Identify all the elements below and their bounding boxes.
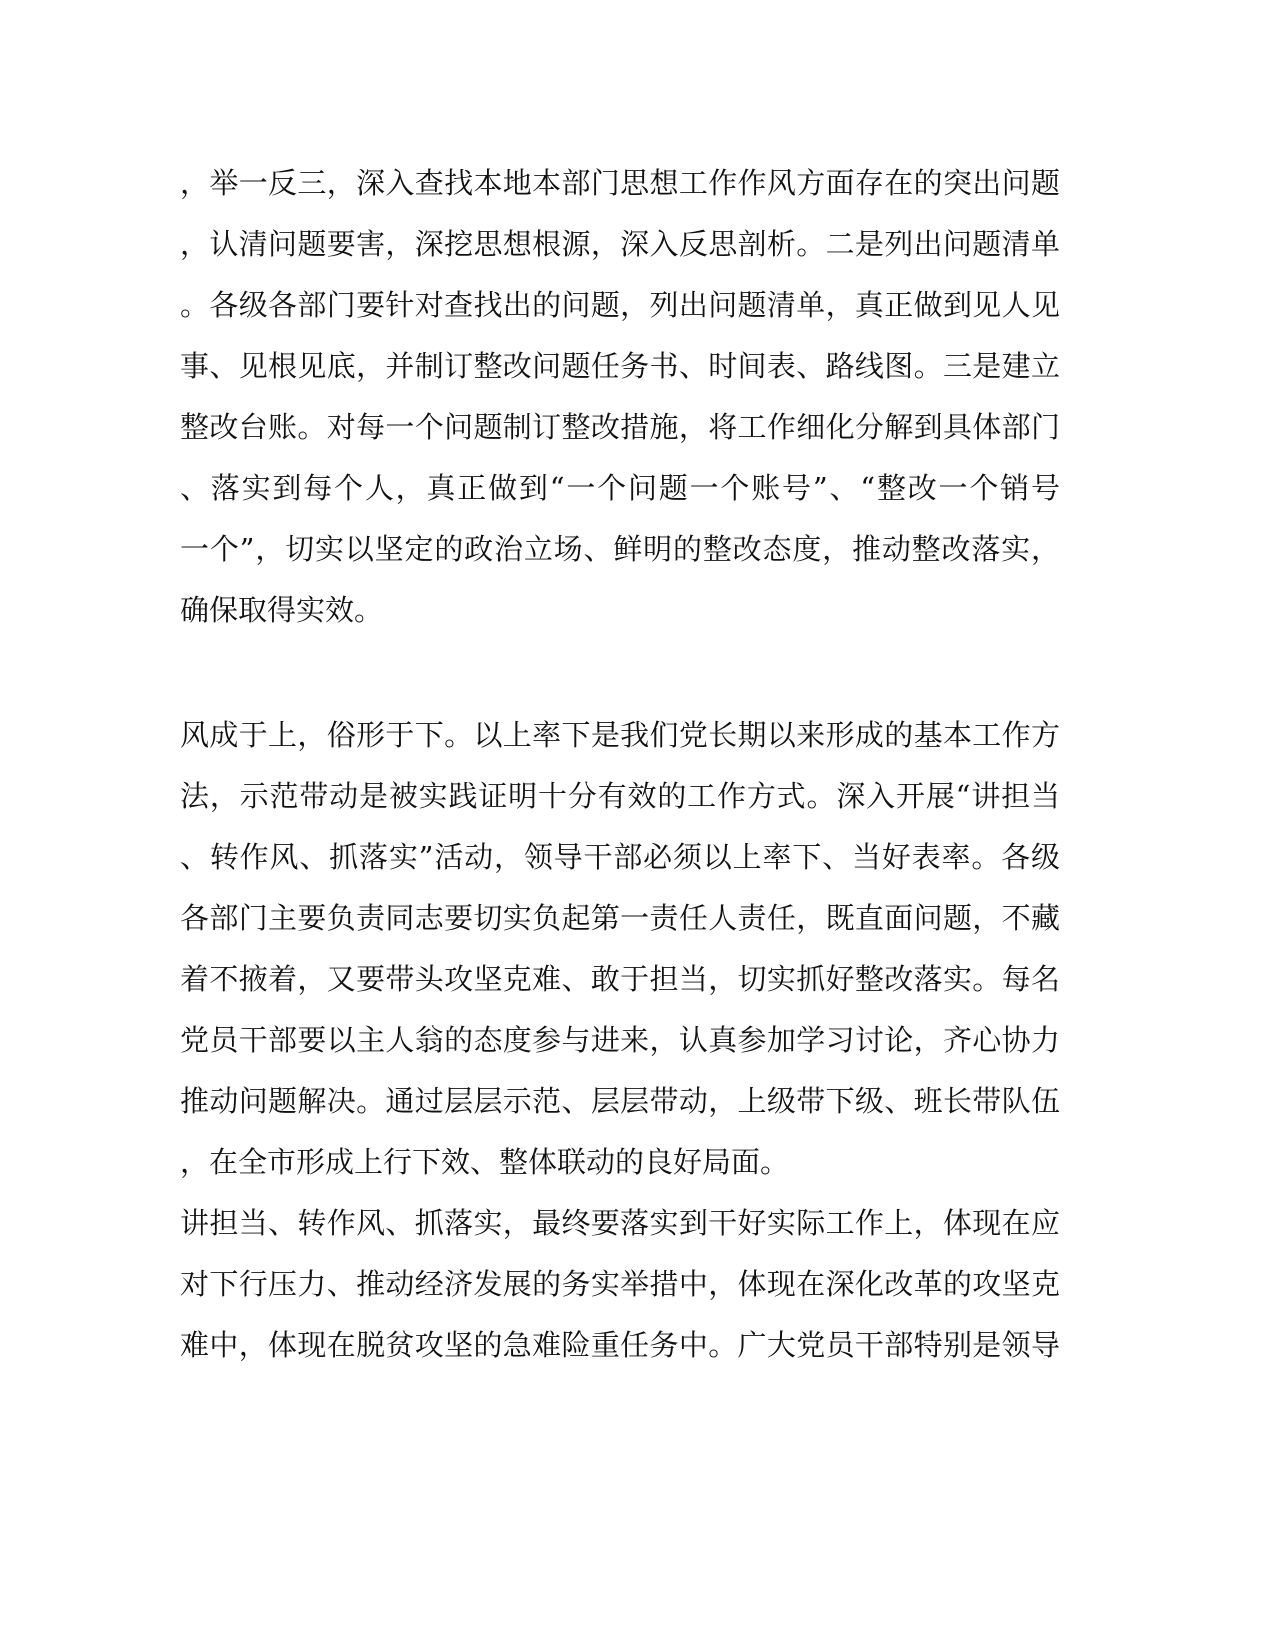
text-line: 党员干部要以主人翁的态度参与进来，认真参加学习讨论，齐心协力 — [180, 1023, 1060, 1057]
text-line: 、落实到每个人，真正做到“一个问题一个账号”、“整改一个销号 — [180, 471, 1060, 505]
text-line: 法，示范带动是被实践证明十分有效的工作方式。深入开展“讲担当 — [180, 779, 1060, 813]
text-line: 一个”，切实以坚定的政治立场、鲜明的整改态度，推动整改落实， — [180, 532, 1060, 566]
text-line: 确保取得实效。 — [180, 593, 384, 627]
text-line: 。各级各部门要针对查找出的问题，列出问题清单，真正做到见人见 — [180, 288, 1060, 322]
text-line: 整改台账。对每一个问题制订整改措施，将工作细化分解到具体部门 — [180, 410, 1060, 444]
text-line: ，认清问题要害，深挖思想根源，深入反思剖析。二是列出问题清单 — [180, 227, 1060, 261]
text-line: 难中，体现在脱贫攻坚的急难险重任务中。广大党员干部特别是领导 — [180, 1328, 1060, 1362]
text-line: 着不掖着，又要带头攻坚克难、敢于担当，切实抓好整改落实。每名 — [180, 962, 1060, 996]
text-line: 风成于上，俗形于下。以上率下是我们党长期以来形成的基本工作方 — [180, 718, 1060, 752]
text-line: 事、见根见底，并制订整改问题任务书、时间表、路线图。三是建立 — [180, 349, 1060, 383]
text-line: 推动问题解决。通过层层示范、层层带动，上级带下级、班长带队伍 — [180, 1084, 1060, 1118]
text-line: 、转作风、抓落实”活动，领导干部必须以上率下、当好表率。各级 — [180, 840, 1060, 874]
text-line: 讲担当、转作风、抓落实，最终要落实到干好实际工作上，体现在应 — [180, 1206, 1060, 1240]
text-line: 对下行压力、推动经济发展的务实举措中，体现在深化改革的攻坚克 — [180, 1267, 1060, 1301]
text-line: ，在全市形成上行下效、整体联动的良好局面。 — [180, 1145, 790, 1179]
text-line: ，举一反三，深入查找本地本部门思想工作作风方面存在的突出问题 — [180, 166, 1060, 200]
text-line: 各部门主要负责同志要切实负起第一责任人责任，既直面问题，不藏 — [180, 901, 1060, 935]
